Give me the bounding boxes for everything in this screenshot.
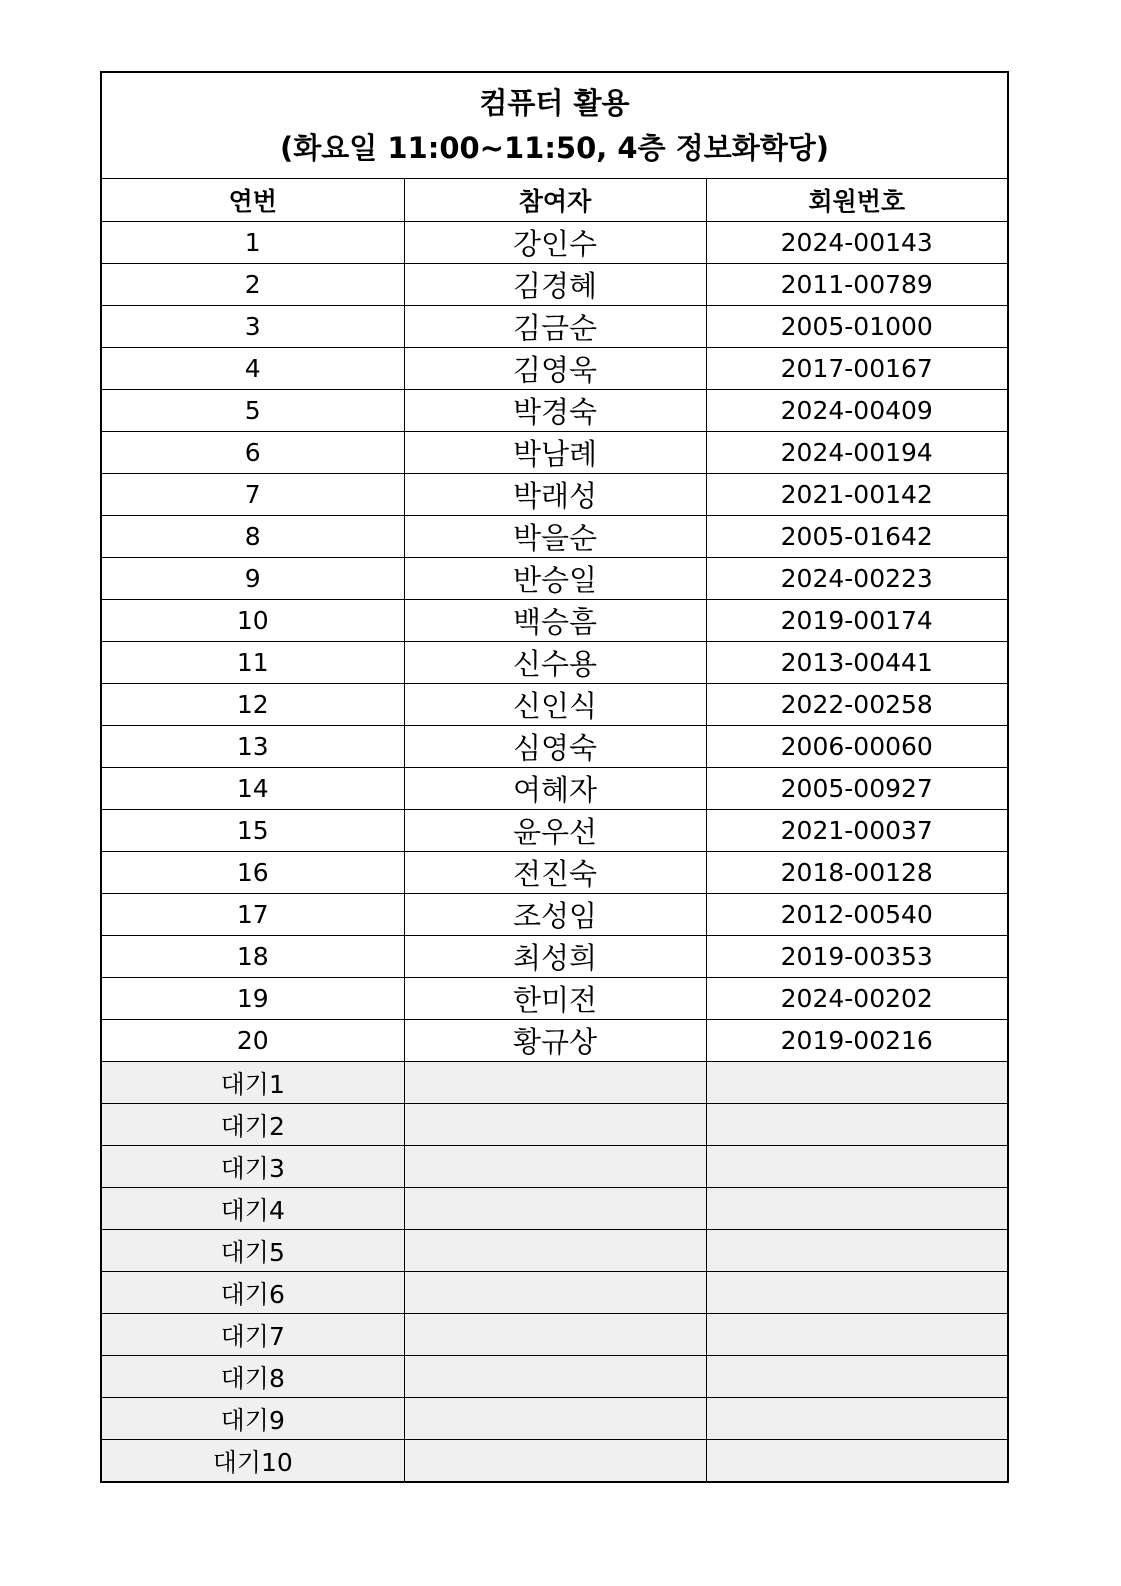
participant-name: 박래성: [404, 474, 706, 516]
table-row: [102, 348, 1007, 390]
table-row: [102, 684, 1007, 726]
row-number: 대기2: [102, 1104, 404, 1146]
waitlist-row: [102, 1314, 1007, 1356]
row-number: 6: [102, 432, 404, 474]
header-number: 연번: [102, 179, 404, 222]
table-row: [102, 432, 1007, 474]
title-block: [102, 73, 1007, 179]
member-id: [706, 1230, 1007, 1272]
header-member-id: 회원번호: [706, 179, 1007, 222]
page-subtitle: (화요일 11:00~11:50, 4층 정보화학당): [279, 130, 830, 165]
participant-name: [404, 1188, 706, 1230]
row-number: 대기3: [102, 1146, 404, 1188]
member-id: 2021-00037: [706, 810, 1007, 852]
waitlist-row: [102, 1272, 1007, 1314]
waitlist-row: [102, 1356, 1007, 1398]
member-id: 2006-00060: [706, 726, 1007, 768]
row-number: 3: [102, 306, 404, 348]
participant-name: 심영숙: [404, 726, 706, 768]
participant-name: 김영욱: [404, 348, 706, 390]
member-id: 2019-00174: [706, 600, 1007, 642]
participant-name: 김금순: [404, 306, 706, 348]
waitlist-row: [102, 1146, 1007, 1188]
participant-name: [404, 1356, 706, 1398]
member-id: [706, 1272, 1007, 1314]
row-number: 10: [102, 600, 404, 642]
row-number: 대기6: [102, 1272, 404, 1314]
row-number: 5: [102, 390, 404, 432]
row-number: 17: [102, 894, 404, 936]
row-number: 대기10: [102, 1440, 404, 1482]
participant-name: 여혜자: [404, 768, 706, 810]
member-id: 2011-00789: [706, 264, 1007, 306]
table-row: [102, 642, 1007, 684]
member-id: 2024-00202: [706, 978, 1007, 1020]
participant-name: [404, 1398, 706, 1440]
member-id: [706, 1104, 1007, 1146]
waitlist-row: [102, 1104, 1007, 1146]
member-id: [706, 1314, 1007, 1356]
table-row: [102, 978, 1007, 1020]
table-row: [102, 306, 1007, 348]
row-number: 15: [102, 810, 404, 852]
participant-name: 윤우선: [404, 810, 706, 852]
participant-name: 전진숙: [404, 852, 706, 894]
table-row: [102, 222, 1007, 264]
member-id: [706, 1356, 1007, 1398]
row-number: 대기4: [102, 1188, 404, 1230]
participant-name: 황규상: [404, 1020, 706, 1062]
member-id: 2024-00409: [706, 390, 1007, 432]
table-row: [102, 558, 1007, 600]
header-participant: 참여자: [404, 179, 706, 222]
row-number: 1: [102, 222, 404, 264]
participant-name: 백승흠: [404, 600, 706, 642]
member-id: 2005-01000: [706, 306, 1007, 348]
member-id: 2017-00167: [706, 348, 1007, 390]
row-number: 20: [102, 1020, 404, 1062]
table-row: [102, 600, 1007, 642]
row-number: 8: [102, 516, 404, 558]
attendance-sheet: [100, 71, 1009, 1483]
waitlist-row: [102, 1440, 1007, 1482]
waitlist-row: [102, 1398, 1007, 1440]
table-body: [102, 222, 1007, 1482]
table-row: [102, 264, 1007, 306]
row-number: 14: [102, 768, 404, 810]
member-id: [706, 1440, 1007, 1482]
row-number: 11: [102, 642, 404, 684]
table-row: [102, 390, 1007, 432]
row-number: 19: [102, 978, 404, 1020]
participant-name: 신인식: [404, 684, 706, 726]
participant-name: 반승일: [404, 558, 706, 600]
member-id: 2018-00128: [706, 852, 1007, 894]
participant-name: 박남례: [404, 432, 706, 474]
participant-name: 조성임: [404, 894, 706, 936]
participant-name: 최성희: [404, 936, 706, 978]
member-id: 2024-00143: [706, 222, 1007, 264]
participant-name: [404, 1146, 706, 1188]
table-row: [102, 852, 1007, 894]
page-title: 컴퓨터 활용: [479, 85, 630, 120]
member-id: 2005-01642: [706, 516, 1007, 558]
row-number: 대기8: [102, 1356, 404, 1398]
table-row: [102, 894, 1007, 936]
participant-name: 김경혜: [404, 264, 706, 306]
participant-name: 박을순: [404, 516, 706, 558]
row-number: 9: [102, 558, 404, 600]
participant-name: [404, 1104, 706, 1146]
member-id: [706, 1188, 1007, 1230]
member-id: 2012-00540: [706, 894, 1007, 936]
table-row: [102, 810, 1007, 852]
member-id: 2021-00142: [706, 474, 1007, 516]
row-number: 2: [102, 264, 404, 306]
participant-name: 박경숙: [404, 390, 706, 432]
table-row: [102, 768, 1007, 810]
row-number: 대기7: [102, 1314, 404, 1356]
row-number: 7: [102, 474, 404, 516]
member-id: 2024-00194: [706, 432, 1007, 474]
participant-name: 강인수: [404, 222, 706, 264]
row-number: 16: [102, 852, 404, 894]
table-row: [102, 726, 1007, 768]
row-number: 12: [102, 684, 404, 726]
participant-table: [102, 179, 1007, 1481]
member-id: [706, 1146, 1007, 1188]
row-number: 4: [102, 348, 404, 390]
row-number: 13: [102, 726, 404, 768]
table-row: [102, 516, 1007, 558]
participant-name: 신수용: [404, 642, 706, 684]
table-row: [102, 1020, 1007, 1062]
participant-name: [404, 1230, 706, 1272]
row-number: 대기1: [102, 1062, 404, 1104]
waitlist-row: [102, 1230, 1007, 1272]
row-number: 대기9: [102, 1398, 404, 1440]
row-number: 대기5: [102, 1230, 404, 1272]
member-id: [706, 1062, 1007, 1104]
waitlist-row: [102, 1188, 1007, 1230]
table-header-row: [102, 179, 1007, 222]
waitlist-row: [102, 1062, 1007, 1104]
member-id: 2019-00353: [706, 936, 1007, 978]
table-row: [102, 936, 1007, 978]
participant-name: [404, 1272, 706, 1314]
table-row: [102, 474, 1007, 516]
participant-name: [404, 1062, 706, 1104]
member-id: 2022-00258: [706, 684, 1007, 726]
participant-name: 한미전: [404, 978, 706, 1020]
member-id: 2024-00223: [706, 558, 1007, 600]
row-number: 18: [102, 936, 404, 978]
member-id: 2005-00927: [706, 768, 1007, 810]
participant-name: [404, 1314, 706, 1356]
participant-name: [404, 1440, 706, 1482]
member-id: 2013-00441: [706, 642, 1007, 684]
member-id: [706, 1398, 1007, 1440]
member-id: 2019-00216: [706, 1020, 1007, 1062]
